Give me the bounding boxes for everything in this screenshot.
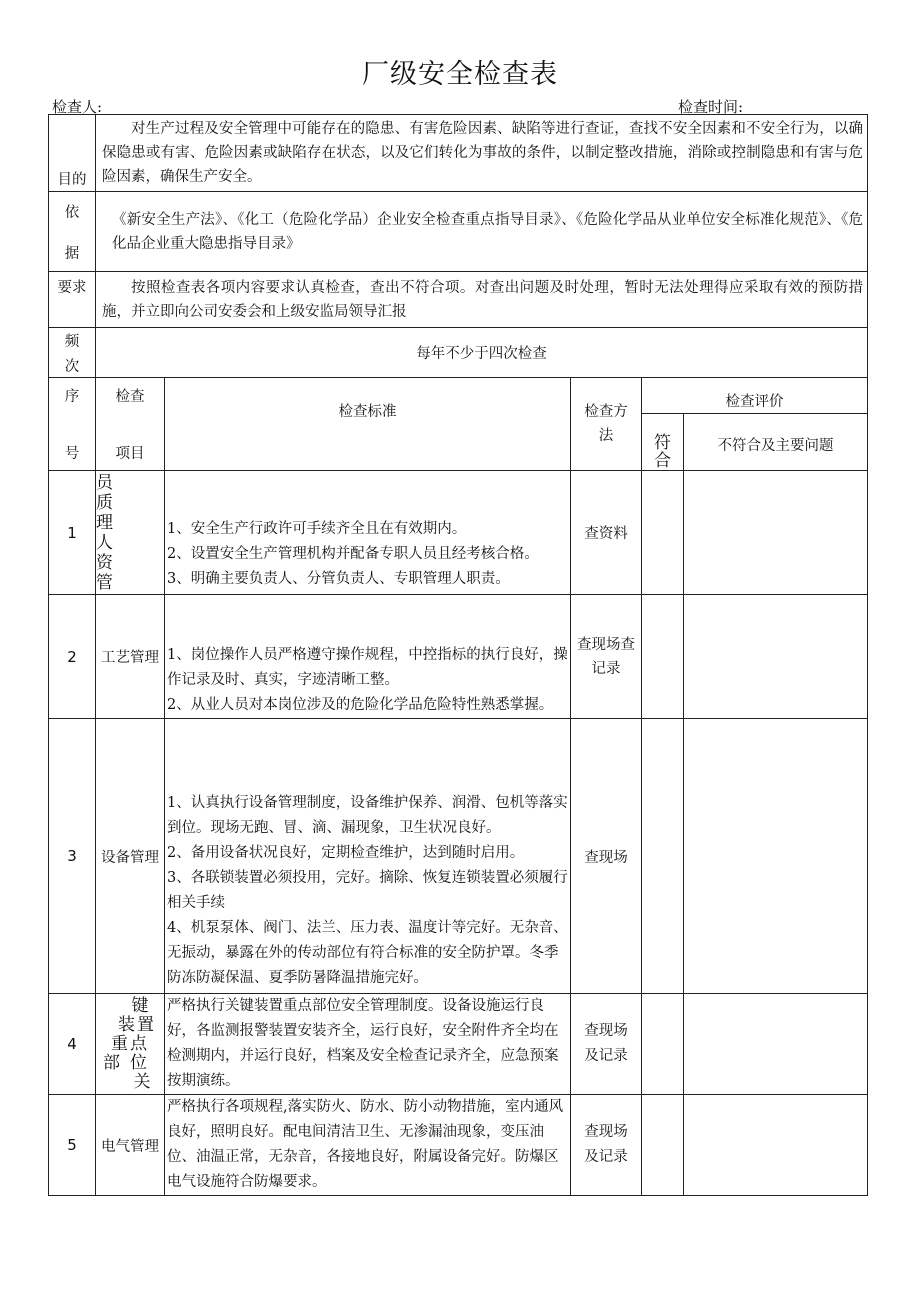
standard-item: 2、备用设备状况良好，定期检查维护，达到随时启用。 <box>167 845 525 861</box>
inspect-time-label: 检查时间: <box>678 98 744 116</box>
row-method: 查现场查记录 <box>571 595 642 719</box>
item-header-2: 项目 <box>115 446 145 462</box>
purpose-label-cell <box>49 115 96 192</box>
table-row <box>49 1095 868 1196</box>
row-nonconform-cell[interactable] <box>684 719 868 994</box>
purpose-text-cell <box>96 115 868 192</box>
item-char: 员 <box>96 472 113 493</box>
table-row <box>49 719 868 994</box>
row-standards <box>165 471 571 595</box>
row-nonconform-cell[interactable] <box>684 595 868 719</box>
standard-item: 1、岗位操作人员严格遵守操作规程，中控指标的执行良好，操作记录及时、真实，字迹清晰工整。 <box>167 647 568 688</box>
row-number: 2 <box>49 595 96 719</box>
row-method: 查现场 <box>571 719 642 994</box>
row-nonconform-cell[interactable] <box>684 1095 868 1196</box>
item-char: 关 <box>133 1071 151 1092</box>
row-conform-cell[interactable] <box>642 1095 684 1196</box>
standard-item: 严格执行关键装置重点部位安全管理制度。设备设施运行良好，各监测报警装置安装齐全，运行良好，安全附件齐全均在检测期内，并运行良好，档案及安全检查记录齐全，应急预案按期演练。 <box>167 998 559 1089</box>
item-char: 部位 <box>103 1052 157 1073</box>
requirement-text: 按照检查表各项内容要求认真检查，查出不符合项。对查出问题及时处理，暂时无法处理得应采取有效的预防措施，并立即向公司安委会和上级安监局领导汇报 <box>102 279 864 320</box>
purpose-text: 对生产过程及安全管理中可能存在的隐患、有害危险因素、缺陷等进行查证，查找不安全因素和不安全行为，以确保隐患或有害、危险因素或缺陷存在状态，以及它们转化为事故的条件，以制定整改措施，消除或控制隐患和有害与危险因素，确保生产安全。 <box>102 121 864 185</box>
requirement-text-cell <box>96 272 868 328</box>
item-char: 装置 <box>118 1014 156 1035</box>
standard-header-text: 检查标准 <box>338 404 397 420</box>
method-header <box>571 378 642 471</box>
row-item <box>96 994 165 1095</box>
row-item: 电气管理 <box>96 1095 165 1196</box>
standard-item: 1、安全生产行政许可手续齐全且在有效期内。 <box>167 521 467 537</box>
row-conform-cell[interactable] <box>642 595 684 719</box>
standard-item: 1、认真执行设备管理制度，设备维护保养、润滑、包机等落实到位。现场无跑、冒、滴、漏现象，卫生状况良好。 <box>167 795 568 836</box>
row-standards <box>165 1095 571 1196</box>
header-row-1 <box>49 378 868 414</box>
requirement-label: 要求 <box>57 280 87 296</box>
method-header-text: 检查方法 <box>584 404 628 444</box>
row-item <box>96 471 165 595</box>
table-row <box>49 994 868 1095</box>
evaluation-header-text: 检查评价 <box>725 394 784 410</box>
row-nonconform-cell[interactable] <box>684 994 868 1095</box>
row-item: 设备管理 <box>96 719 165 994</box>
standard-item: 3、明确主要负责人、分管负责人、专职管理人职责。 <box>167 571 510 587</box>
seq-header-2: 号 <box>64 446 80 462</box>
conform-header <box>642 414 684 471</box>
seq-header-1: 序 <box>64 389 80 405</box>
frequency-text-cell <box>96 328 868 378</box>
frequency-row <box>49 328 868 378</box>
standard-header <box>165 378 571 471</box>
basis-text-cell <box>96 192 868 272</box>
basis-row <box>49 192 868 272</box>
row-item: 工艺管理 <box>96 595 165 719</box>
row-standards <box>165 994 571 1095</box>
nonconform-header <box>684 414 868 471</box>
table-row <box>49 471 868 595</box>
basis-label-2: 据 <box>64 245 80 262</box>
item-char: 人 <box>96 532 113 553</box>
nonconform-header-text: 不符合及主要问题 <box>717 438 834 454</box>
row-method: 查现场及记录 <box>571 994 642 1095</box>
row-number: 1 <box>49 471 96 595</box>
item-char: 重点 <box>111 1033 149 1054</box>
purpose-label: 目的 <box>57 172 87 188</box>
row-item-text <box>96 997 164 1092</box>
row-method: 查资料 <box>571 471 642 595</box>
row-conform-cell[interactable] <box>642 719 684 994</box>
inspector-label: 检查人: <box>52 98 103 116</box>
row-method: 查现场及记录 <box>571 1095 642 1196</box>
page-title: 厂级安全检查表 <box>362 59 558 90</box>
frequency-label-2: 次 <box>64 358 80 375</box>
row-standards <box>165 719 571 994</box>
standard-item: 严格执行各项规程,落实防火、防水、防小动物措施，室内通风良好，照明良好。配电间清洁卫生、无渗漏油现象，变压油位、油温正常，无杂音，各接地良好，附属设备完好。防爆区电气设施符合防爆要求。 <box>167 1099 564 1190</box>
basis-label-cell <box>49 192 96 272</box>
item-char: 质 <box>96 492 113 513</box>
checklist-table <box>48 114 868 1196</box>
item-char: 管 <box>96 572 113 593</box>
item-char: 理 <box>96 512 113 533</box>
row-conform-cell[interactable] <box>642 471 684 595</box>
row-nonconform-cell[interactable] <box>684 471 868 595</box>
item-header-1: 检查 <box>115 389 145 405</box>
frequency-label-1: 频 <box>64 333 80 350</box>
conform-header-text: 符合 <box>654 433 671 471</box>
item-header <box>96 378 165 471</box>
standard-item: 3、各联锁装置必须投用，完好。摘除、恢复连锁装置必须履行相关手续 <box>167 870 568 911</box>
frequency-text: 每年不少于四次检查 <box>416 346 547 362</box>
requirement-label-cell <box>49 272 96 328</box>
standard-item: 2、从业人员对本岗位涉及的危险化学品危险特性熟悉掌握。 <box>167 697 554 713</box>
row-number: 5 <box>49 1095 96 1196</box>
row-number: 4 <box>49 994 96 1095</box>
purpose-row <box>49 115 868 192</box>
standard-item: 4、机泵泵体、阀门、法兰、压力表、温度计等完好。无杂音、无振动，暴露在外的传动部位有符合标准的安全防护罩。冬季防冻防凝保温、夏季防暑降温措施完好。 <box>167 920 568 986</box>
item-char: 资 <box>96 552 113 573</box>
row-number: 3 <box>49 719 96 994</box>
row-standards <box>165 595 571 719</box>
basis-text: 《新安全生产法》、《化工（危险化学品）企业安全检查重点指导目录》、《危险化学品从业单位安全标准化规范》、《危化品企业重大隐患指导目录》 <box>112 211 864 252</box>
row-conform-cell[interactable] <box>642 994 684 1095</box>
row-item-text <box>96 473 164 593</box>
evaluation-header <box>642 378 868 414</box>
basis-label-1: 依 <box>64 204 80 221</box>
requirement-row <box>49 272 868 328</box>
item-char: 键 <box>131 995 149 1016</box>
table-row <box>49 595 868 719</box>
seq-header <box>49 378 96 471</box>
standard-item: 2、设置安全生产管理机构并配备专职人员且经考核合格。 <box>167 546 539 562</box>
frequency-label-cell <box>49 328 96 378</box>
